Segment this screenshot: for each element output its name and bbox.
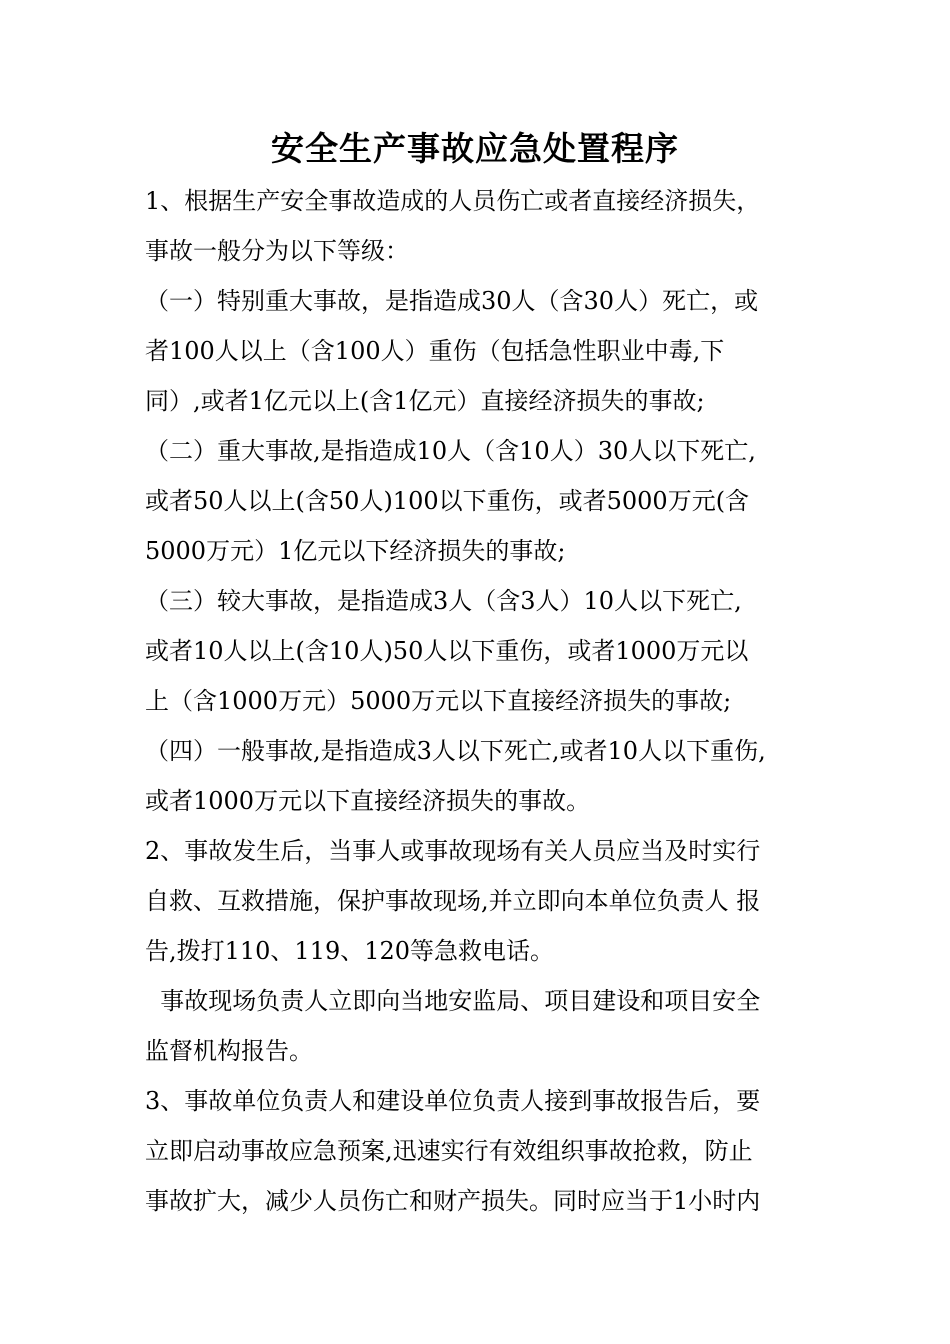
text-line: 或者50人以上(含50人)100以下重伤，或者5000万元(含 — [145, 487, 750, 515]
text-line: 事故一般分为以下等级： — [145, 237, 409, 265]
text-line: 自救、互救措施，保护事故现场,并立即向本单位负责人 报 — [145, 887, 761, 915]
text-line: 告,拨打110、119、120等急救电话。 — [145, 937, 555, 965]
text-line: 2、事故发生后，当事人或事故现场有关人员应当及时实行 — [145, 837, 761, 865]
document-title: 安全生产事故应急处置程序 — [271, 129, 679, 168]
text-line: （四）一般事故,是指造成3人以下死亡,或者10人以下重伤, — [145, 737, 766, 765]
text-line: 事故现场负责人立即向当地安监局、项目建设和项目安全 — [145, 987, 761, 1015]
text-line: 5000万元）1亿元以下经济损失的事故; — [145, 537, 566, 565]
text-line: 1、根据生产安全事故造成的人员伤亡或者直接经济损失， — [145, 187, 761, 215]
text-line: （一）特别重大事故，是指造成30人（含30人）死亡，或 — [145, 287, 759, 315]
text-line: 或者10人以上(含10人)50人以下重伤，或者1000万元以 — [145, 637, 749, 665]
text-line: 或者1000万元以下直接经济损失的事故。 — [145, 787, 591, 815]
text-line: 监督机构报告。 — [145, 1037, 313, 1065]
text-line: 上（含1000万元）5000万元以下直接经济损失的事故; — [145, 687, 732, 715]
document-body — [145, 176, 825, 1226]
text-line: 同）,或者1亿元以上(含1亿元）直接经济损失的事故; — [145, 387, 705, 415]
text-line: 3、事故单位负责人和建设单位负责人接到事故报告后，要 — [145, 1087, 761, 1115]
text-line: （三）较大事故，是指造成3人（含3人）10人以下死亡, — [145, 587, 742, 615]
text-line: 事故扩大，减少人员伤亡和财产损失。同时应当于1小时内 — [145, 1187, 761, 1215]
text-line: 者100人以上（含100人）重伤（包括急性职业中毒,下 — [145, 337, 725, 365]
text-line: 立即启动事故应急预案,迅速实行有效组织事故抢救，防止 — [145, 1137, 753, 1165]
text-line: （二）重大事故,是指造成10人（含10人）30人以下死亡, — [145, 437, 756, 465]
